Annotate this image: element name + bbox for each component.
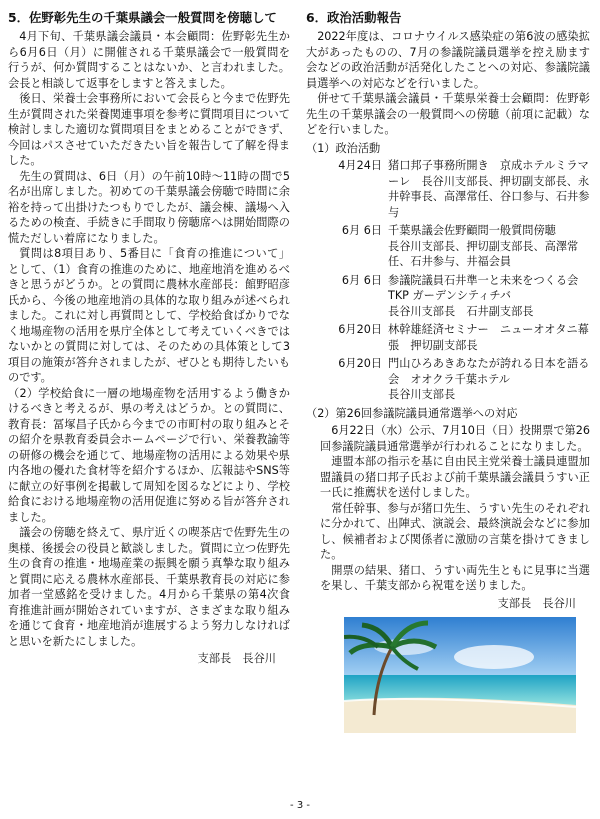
section-5-heading: 5．佐野彰先生の千葉県議会一般質問を傍聴して — [8, 10, 277, 25]
activity-line: 門山ひろあきあなたが誇れる日本を語る会 オオクラ千葉ホテル — [388, 357, 590, 386]
activity-line: 林幹雄経済セミナー ニューオオタニ幕張 押切副支部長 — [388, 323, 589, 352]
section-6-paragraph: 2022年度は、コロナウイルス感染症の第6波の感染拡大があったものの、7月の参議院議員選挙を控え励ます会などの政治活動が活発化したことへの対応、参議院議員選挙への対応などを行いました。 — [306, 30, 590, 90]
activity-date: 6月 6日 — [341, 224, 382, 237]
election-paragraph: 連盟本部の指示を基に自由民主党栄養士議員連盟加盟議員の猪口邦子氏および前千葉県議会議員うすい正一氏に推薦状を送付しました。 — [320, 455, 590, 499]
activity-text — [388, 322, 590, 353]
election-paragraph: 常任幹事、参与が猪口先生、うすい先生のそれぞれに分かれて、出陣式、演説会、最終演説会などに参加し、候補者および関係者に激励の言葉を掛けてきました。 — [320, 501, 590, 561]
activity-line: 長谷川支部長 石井副支部長 — [388, 304, 534, 318]
activity-entry — [306, 356, 590, 403]
section-5-paragraph: 先生の質問は、6日（月）の午前10時〜11時の間で5名が出席しました。初めての千葉県議会傍聴で時間に余裕を持って出掛けたつもりでしたが、議会棟、議場へ入るための検査、手続きに手間取り傍聴席へは開始間際の慌ただしい着席になりました。 — [8, 169, 290, 245]
election-subheading: （2）第26回参議院議員通常選挙への対応 — [306, 406, 518, 420]
activity-entry — [306, 158, 590, 220]
beach-photo — [344, 617, 576, 733]
section-5-paragraph: 議会の傍聴を終えて、県庁近くの喫茶店で佐野先生の奥様、後援会の役員と歓談しました。質問に立つ佐野先生の食育の推進・地場産業の振興を願う真摯な取り組みと質問に応える農林水産部長、千葉県教育長の対応に参加者一堂感銘を受けました。4月から千葉県の第4次食育推進計画が開始されていますが、さまざまな取り組みを通じて食育・地産地消が進展するよう努力しなければと思いを新たにしました。 — [8, 526, 290, 648]
section-5-column — [8, 10, 290, 667]
activity-entry — [306, 223, 590, 270]
section-5-paragraph: （2）学校給食に一層の地場産物を活用するよう働きかけるべきと考えるが、県の考えはどうか。との質問に、教育長：冨塚昌子氏から今までの市町村の取り組みとその紹介を県教育委員会ホームページで行い、栄養教諭等の研修の機会を通じて、地場産物の活用による効果や県内各地の優れた食材等を紹介するほか、広報誌やSNS等に献立の好事例を掲載して周知を図るなどにより、学校給食における地場産物の活用促進に努める旨が答弁されました。 — [8, 386, 290, 524]
section-5-signature: 支部長 長谷川 — [197, 652, 276, 665]
section-6-paragraph: 併せて千葉県議会議員・千葉県栄養士会顧問：佐野彰先生の千葉県議会の一般質問への傍聴（前項に記載）などを行いました。 — [306, 92, 590, 136]
activity-line: 猪口邦子事務所開き 京成ホテルミラマーレ 長谷川支部長、押切副支部長、永井幹事長、高澤常任、谷口参与、石井参与 — [388, 159, 590, 219]
election-paragraph: 開票の結果、猪口、うすい両先生ともに見事に当選を果し、千葉支部から祝電を送りました。 — [320, 563, 590, 592]
activity-date: 6月 6日 — [341, 273, 382, 287]
section-5-paragraph: 質問は8項目あり、5番目に「食育の推進について」として、（1）食育の推進のために、地産地消を進めるべきと思うがどうか。との質問に農林水産部長：館野昭彦氏から、今後の地産地消の具体的な取り組みが述べられました。これに対し再質問として、学校給食ばかりでなく地場産物の活用を県庁全体として考えていくべきではないかとの質問に対しては、そのための具体策として3項目の施策が答弁されましたが、ぜひとも期待したいものです。 — [8, 247, 290, 384]
activity-date: 4月24日 — [338, 159, 382, 172]
section-6-signature: 支部長 長谷川 — [497, 596, 576, 610]
activity-date: 6月20日 — [338, 357, 382, 370]
beach-palm-illustration — [344, 617, 576, 733]
activity-text — [388, 273, 590, 320]
political-activities-subheading: （1）政治活動 — [306, 141, 381, 155]
section-5-paragraph: 4月下旬、千葉県議会議員・本会顧問：佐野彰先生から6月6日（月）に開催される千葉県議会で一般質問を行うが、何か質問することはないか、と言われました。会長と相談して返事をしますと答えました。 — [8, 30, 290, 90]
election-paragraph: 6月22日（水）公示、7月10日（日）投開票で第26回参議院議員通常選挙が行われることになりました。 — [320, 424, 590, 453]
section-5-paragraph: 後日、栄養士会事務所において会長らと今まで佐野先生が質問された栄養関連事項を参考に質問項目について検討しました適切な質問項目をまとめることができず、今回はパスさせていただきたい旨を報告して了解を得ました。 — [8, 92, 290, 167]
activity-line: 千葉県議会佐野顧問一般質問傍聴 — [388, 224, 556, 237]
activity-line: 参議院議員石井準一と未来をつくる会 TKP ガーデンシティチバ — [388, 273, 590, 302]
activity-line: 長谷川支部長 — [388, 388, 456, 401]
section-6-column — [306, 10, 590, 733]
page-number: - 3 - — [290, 800, 310, 811]
activity-text — [388, 356, 590, 403]
activity-text — [388, 223, 590, 270]
activity-entry — [306, 273, 590, 320]
activity-date: 6月20日 — [338, 323, 382, 336]
section-6-heading: 6．政治活動報告 — [306, 10, 402, 25]
activity-text — [388, 158, 590, 220]
activity-entry — [306, 322, 590, 353]
activity-line: 長谷川支部長、押切副支部長、高澤常任、石井参与、井福会員 — [388, 239, 579, 268]
